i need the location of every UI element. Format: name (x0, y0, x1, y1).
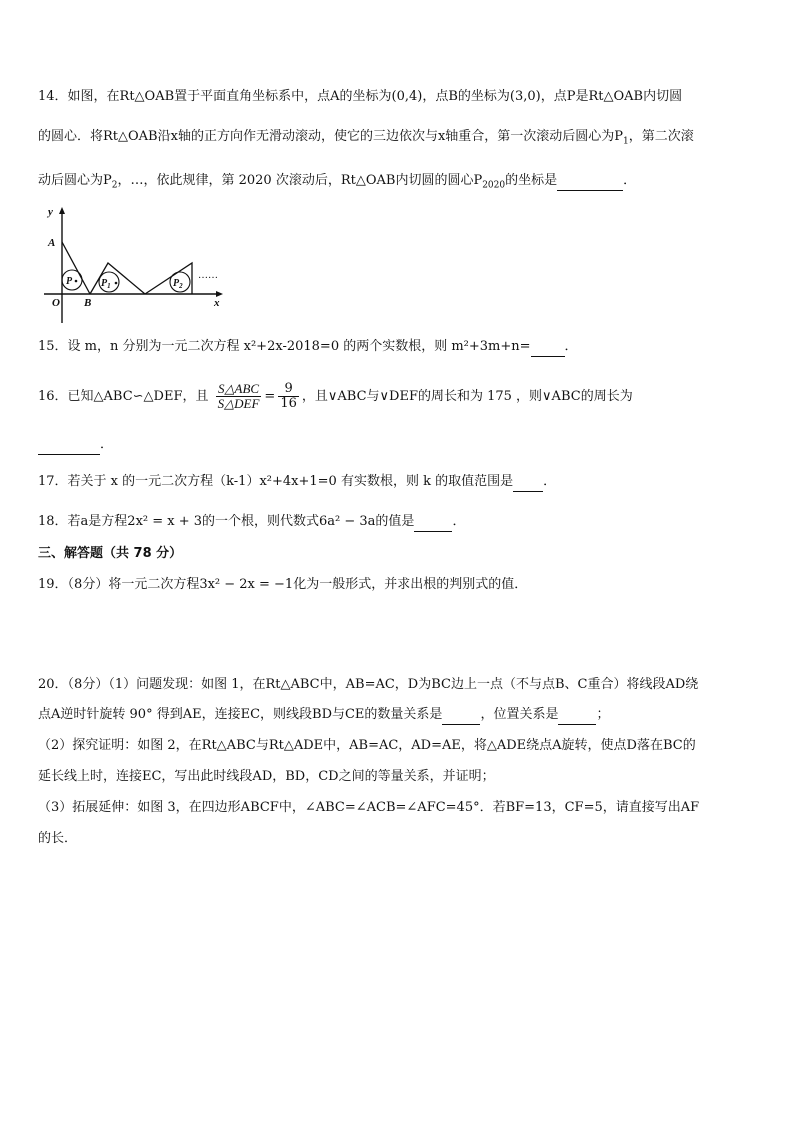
q20-line4-text: 延长线上时，连接EC，写出此时线段AD，BD，CD之间的等量关系，并证明； (38, 769, 495, 784)
q14-line2-text: 的圆心．将Rt△OAB沿x轴的正方向作无滑动滚动，使它的三边依次与x轴重合，第一次滚动后圆心为P (38, 129, 624, 144)
q20-line1-text: 20．（8分）（1）问题发现：如图 1，在Rt△ABC中，AB=AC，D为BC边上一点（不与点B、C重合）将线段AD绕 (38, 677, 699, 692)
q16-pre: 16．已知△ABC∽△DEF，且 (38, 389, 209, 404)
q20-line3 (38, 737, 696, 755)
q20-line2c: ； (596, 707, 610, 722)
point-p (75, 280, 78, 283)
q15-end: ． (564, 339, 578, 354)
q16-line2 (38, 436, 113, 455)
q19-line (38, 576, 527, 594)
q16-eq: = (264, 389, 276, 404)
q20-line2a: 点A逆时针旋转 90° 得到AE，连接EC，则线段BD与CE的数量关系是 (38, 707, 443, 722)
q17-text: 17．若关于 x 的一元二次方程（k-1）x²+4x+1=0 有实数根，则 k 的取值范围是 (38, 474, 514, 489)
q16-value-fraction (278, 382, 299, 411)
q20-line2b: ，位置关系是 (480, 707, 559, 722)
q16-frac2-num: 9 (278, 382, 299, 397)
q17-line (38, 473, 556, 492)
q14-line3-tail: 的坐标是 (505, 173, 558, 188)
q14-figure (40, 205, 230, 330)
q14-line2-tail: ，第二次滚 (628, 129, 694, 144)
q16-line1 (38, 380, 633, 414)
y-axis-arrow (59, 207, 65, 214)
q20-line1 (38, 676, 698, 694)
q17-answer-blank (513, 473, 543, 492)
triangle-rolled-2 (145, 263, 192, 294)
q16-post: ，且∨ABC与∨DEF的周长和为 175 ，则∨ABC的周长为 (301, 389, 633, 404)
q20-line5-text: （3）拓展延伸：如图 3，在四边形ABCF中，∠ABC=∠ACB=∠AFC=45°．若BF=13，CF=5，请直接写出AF (38, 800, 700, 815)
q15-text: 15．设 m，n 分别为一元二次方程 x²+2x-2018=0 的两个实数根，则 m²+3m+n= (38, 339, 531, 354)
label-p1: $P_1$ (101, 278, 111, 290)
q16-end: ． (100, 437, 114, 452)
q17-end: ． (543, 474, 557, 489)
triangle-rolled-1 (90, 263, 145, 294)
q20-line2 (38, 706, 609, 725)
q18-end: ． (452, 514, 466, 529)
q18-text: 18．若a是方程2x² = x + 3的一个根，则代数式6a² − 3a的值是 (38, 514, 415, 529)
q20-blank-position (558, 706, 596, 725)
q20-line4 (38, 768, 495, 786)
label-x: x (214, 297, 220, 309)
q14-line3-end: ． (623, 173, 637, 188)
q14-line3 (38, 172, 636, 195)
q14-line3-mid: ，…，依此规律，第 2020 次滚动后，Rt△OAB内切圆的圆心P (117, 173, 483, 188)
q19-text: 19．（8分）将一元二次方程3x² − 2x = −1化为一般形式，并求出根的判别式的值． (38, 577, 528, 592)
section-title (38, 545, 182, 563)
q14-line2 (38, 128, 694, 151)
q14-line2-sub: 1 (623, 136, 629, 147)
q16-ratio-fraction (216, 382, 262, 411)
label-p2: $P_2$ (173, 278, 183, 290)
label-b: B (84, 297, 92, 309)
label-p: P (66, 276, 73, 287)
continuation-dots: …… (198, 270, 218, 281)
q16-frac-num: S△ABC (216, 382, 262, 397)
label-y: y (48, 206, 53, 218)
q16-answer-blank (38, 436, 100, 455)
q15-answer-blank (531, 338, 565, 357)
q20-line6 (38, 830, 77, 848)
q18-answer-blank (414, 513, 452, 532)
q15-line (38, 338, 578, 357)
q18-line (38, 513, 465, 532)
section-title-text: 三、解答题（共 78 分） (38, 546, 183, 561)
q20-line6-text: 的长． (38, 831, 78, 846)
q14-line3-text: 动后圆心为P (38, 173, 112, 188)
q20-line5 (38, 799, 699, 817)
label-o: O (52, 297, 60, 309)
label-a: A (48, 237, 56, 249)
q14-line3-sub: 2 (111, 180, 118, 191)
q14-line3-sub2: 2020 (482, 180, 506, 191)
q14-line1-text: 14．如图，在Rt△OAB置于平面直角坐标系中，点A的坐标为(0,4)，点B的坐标为(3,0)，点P是Rt△OAB内切圆 (38, 89, 683, 104)
q16-frac-den: S△DEF (217, 396, 260, 411)
q20-line3-text: （2）探究证明：如图 2，在Rt△ABC与Rt△ADE中，AB=AC，AD=AE，将△ADE绕点A旋转，使点D落在BC的 (38, 738, 696, 753)
q14-answer-blank (557, 172, 623, 191)
q14-line1 (38, 88, 682, 106)
q20-blank-quantity (442, 706, 480, 725)
point-p1 (115, 282, 118, 285)
q16-frac2-den: 16 (280, 396, 297, 411)
